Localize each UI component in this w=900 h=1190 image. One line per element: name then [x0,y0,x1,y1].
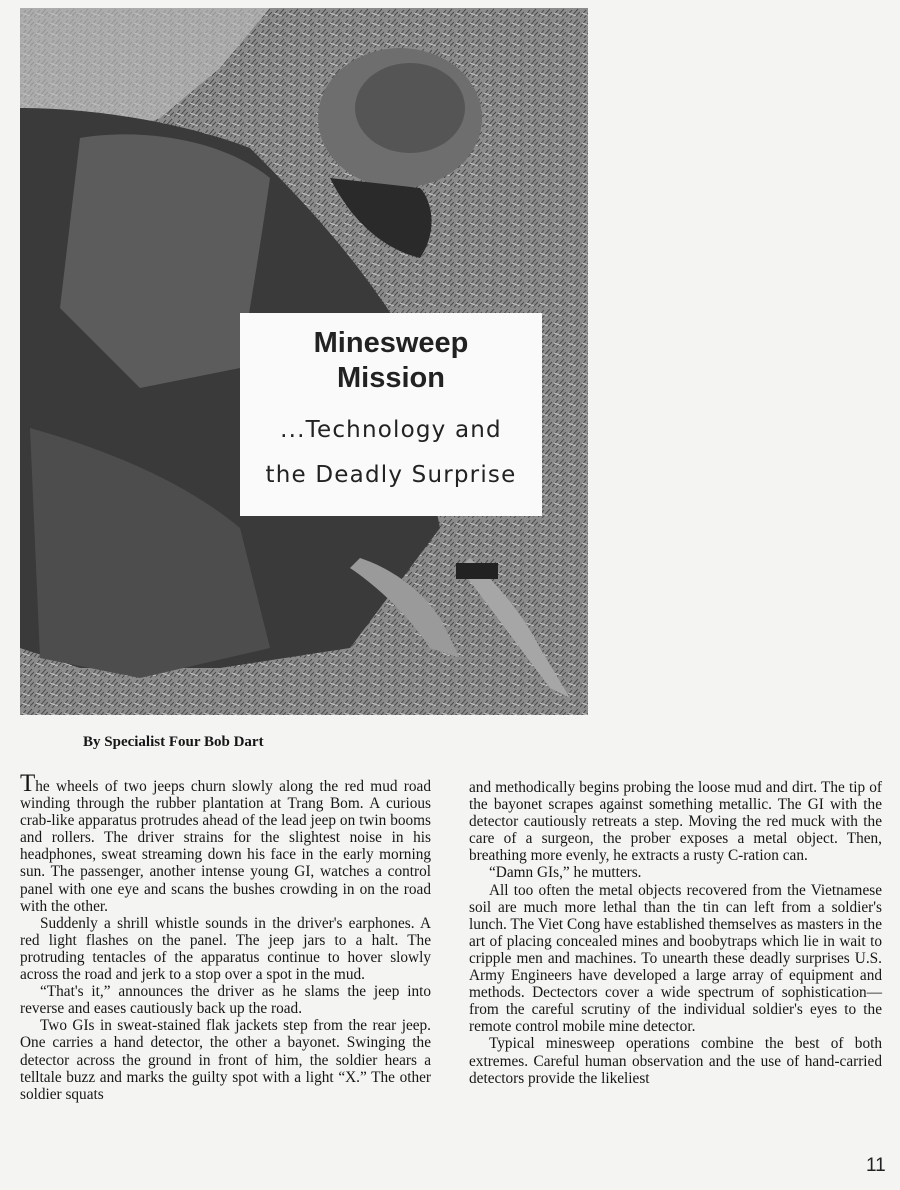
article-subtitle [240,408,542,498]
subtitle-line-1: ...Technology and [280,417,502,443]
paragraph: Typical minesweep operations combine the best of both extremes. Careful human observation and the use of hand-carried detectors provide the likeliest [469,1035,882,1087]
paragraph: “That's it,” announces the driver as he slams the jeep into reverse and eases cautiously back up the road. [20,983,431,1018]
paragraph: Suddenly a shrill whistle sounds in the driver's earphones. A red light flashes on the panel. The jeep jars to a halt. The protruding tentacles of the apparatus continue to hover slowly across the road and jerk to a stop over a spot in the mud. [20,914,431,984]
paragraph: and methodically begins probing the loose mud and dirt. The tip of the bayonet scrapes against something metallic. The GI with the detector cautiously retreats a step. Moving the red muck with the care of a surgeon, the prober exposes a metal object. Then, breathing more evenly, he extracts a rusty C-ration can. [469,779,882,865]
article-title [240,326,542,396]
title-line-1: Minesweep [313,327,469,359]
paragraph [20,770,431,915]
paragraph: All too often the metal objects recovered from the Vietnamese soil are much more lethal than the tin can left from a soldier's lunch. The Viet Cong have established themselves as masters in the art of placing concealed mines and boobytraps which lie in wait to cripple men and machines. To unearth these deadly surprises U.S. Army Engineers have developed a large array of equipment and methods. Dectectors cover a wide spectrum of sophistication—from the careful scrutiny of the individual soldier's eyes to the remote control mobile mine detector. [469,881,882,1036]
paragraph: Two GIs in sweat-stained flak jackets step from the rear jeep. One carries a hand detector, the other a bayonet. Swinging the detector across the ground in front of him, the soldier hears a telltale buzz and marks the guilty spot with a light “X.” The other soldier squats [20,1017,431,1103]
drop-cap: T [20,770,36,797]
left-column [20,770,431,1103]
page-number: 11 [866,1155,886,1176]
title-line-2: Mission [337,362,445,394]
byline: By Specialist Four Bob Dart [83,734,264,750]
right-column [469,779,882,1087]
paragraph-text: he wheels of two jeeps churn slowly along the red mud road winding through the rubber plantation at Trang Bom. A curious crab-like apparatus protrudes ahead of the lead jeep on twin booms and rollers. The driver strains for the slightest noise in his headphones, sweat streaming down his face in the early morning sun. The passenger, another intense young GI, watches a control panel with one eye and scans the bushes crowding in on the road with the other. [20,778,431,915]
paragraph: “Damn GIs,” he mutters. [489,864,642,882]
title-panel [240,313,542,516]
subtitle-line-2: the Deadly Surprise [265,462,517,488]
